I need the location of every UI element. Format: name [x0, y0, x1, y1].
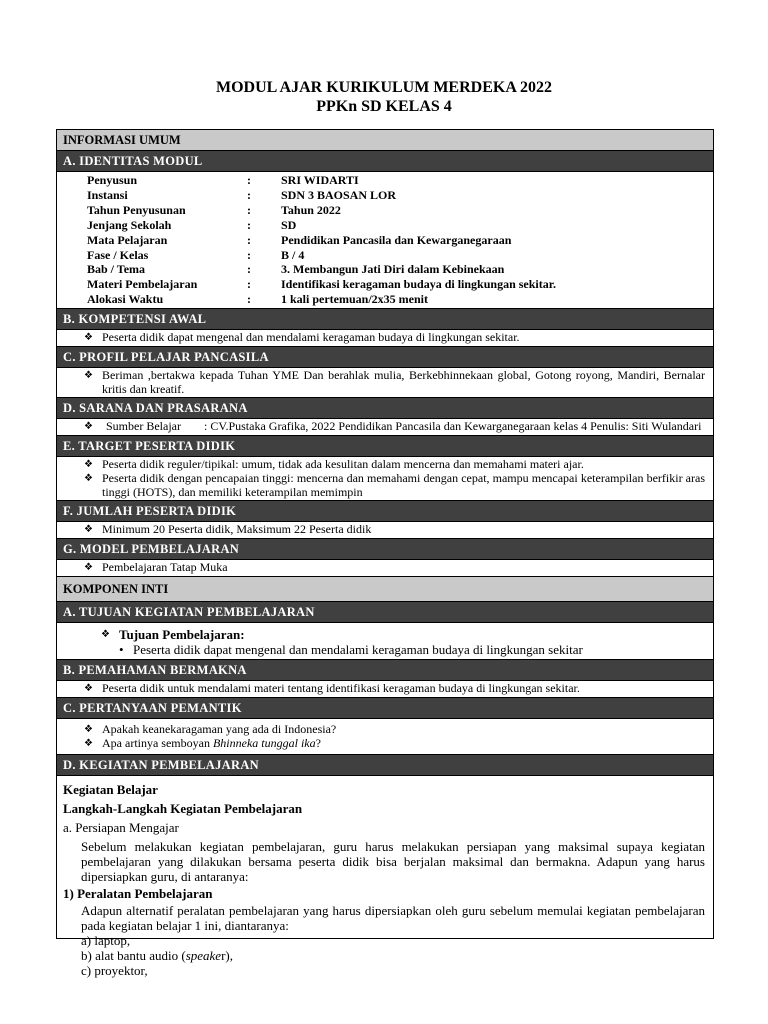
list-item: ❖ Peserta didik untuk mendalami materi tentang identifikasi keragaman budaya di lingkungan sekitar.: [84, 681, 580, 696]
heading-sarana-prasarana: D. SARANA DAN PRASARANA: [57, 398, 713, 419]
diamond-bullet-icon: ❖: [84, 562, 93, 574]
jumlah-content: [57, 522, 713, 539]
tujuan-subheading: ❖ Tujuan Pembelajaran:: [101, 627, 245, 643]
section-komponen-inti: KOMPONEN INTI: [57, 577, 713, 602]
langkah-heading: Langkah-Langkah Kegiatan Pembelajaran: [63, 801, 303, 817]
identitas-row: Mata Pelajaran : Pendidikan Pancasila dan Kewarganegaraan: [87, 232, 512, 247]
heading-target-peserta: E. TARGET PESERTA DIDIK: [57, 436, 713, 457]
list-item: ❖ Peserta didik reguler/tipikal: umum, tidak ada kesulitan dalam mencerna dan memahami materi ajar.: [84, 457, 584, 472]
identitas-row: Tahun Penyusunan : Tahun 2022: [87, 202, 341, 217]
identitas-row: Bab / Tema : 3. Membangun Jati Diri dalam Kebinekaan: [87, 262, 505, 277]
identitas-table: [57, 172, 713, 309]
list-item: b) alat bantu audio (speaker),: [81, 948, 233, 964]
diamond-bullet-icon: ❖: [101, 629, 110, 641]
profil-content: [57, 368, 713, 398]
diamond-bullet-icon: ❖: [84, 738, 93, 750]
persiapan-paragraph: Sebelum melakukan kegiatan pembelajaran, guru harus melakukan persiapan yang maksimal supaya kegiatan pembelajaran yang dilakukan bersama peserta didik bisa berjalan maksimal dan bermakna. Adapun yang harus dipersiapkan guru, di antaranya:: [81, 839, 705, 885]
bullet-dot-icon: •: [119, 642, 124, 658]
peralatan-paragraph: Adapun alternatif peralatan pembelajaran yang harus dipersiapkan oleh guru sebelum memulai kegiatan pembelajaran pada kegiatan belajar 1 ini, diantaranya:: [81, 903, 705, 934]
kompetensi-content: [57, 330, 713, 347]
peralatan-heading: 1) Peralatan Pembelajaran: [63, 886, 213, 902]
list-item: [84, 420, 705, 434]
heading-kegiatan-pembelajaran: D. KEGIATAN PEMBELAJARAN: [57, 755, 713, 776]
list-item: ❖ Pembelajaran Tatap Muka: [84, 560, 228, 575]
target-content: [57, 457, 713, 501]
heading-jumlah-peserta: F. JUMLAH PESERTA DIDIK: [57, 501, 713, 522]
tujuan-content: [57, 623, 713, 660]
identitas-row: Penyusun : SRI WIDARTI: [87, 173, 359, 187]
heading-model-pembelajaran: G. MODEL PEMBELAJARAN: [57, 539, 713, 560]
diamond-bullet-icon: ❖: [84, 524, 93, 536]
pemahaman-content: [57, 681, 713, 698]
list-item: ❖ Peserta didik dengan pencapaian tinggi: mencerna dan memahami dengan cepat, mampu mencapai keterampilan berfikir aras tinggi (HOTS), dan memiliki keterampilan memimpin: [84, 471, 705, 499]
identitas-row: Fase / Kelas : B / 4: [87, 247, 305, 262]
pertanyaan-content: [57, 719, 713, 755]
sarana-content: [57, 419, 713, 436]
heading-pertanyaan-pemantik: C. PERTANYAAN PEMANTIK: [57, 698, 713, 719]
list-item: ❖ Minimum 20 Peserta didik, Maksimum 22 Peserta didik: [84, 522, 372, 537]
diamond-bullet-icon: ❖: [84, 459, 93, 471]
kegiatan-belajar-heading: Kegiatan Belajar: [63, 782, 158, 798]
list-item: ❖ Beriman ,bertakwa kepada Tuhan YME Dan berahlak mulia, Berkebhinnekaan global, Gotong royong, Mandiri, Bernalar kritis dan kreatif.: [84, 368, 705, 396]
list-item: ❖ Apa artinya semboyan Bhinneka tunggal ika?: [84, 736, 321, 751]
title-line-2: PPKn SD KELAS 4: [316, 98, 452, 115]
list-item: ❖ Peserta didik dapat mengenal dan mendalami keragaman budaya di lingkungan sekitar.: [84, 330, 520, 345]
section-informasi-umum: INFORMASI UMUM: [57, 130, 713, 151]
sumber-belajar-value: : CV.Pustaka Grafika, 2022 Pendidikan Pancasila dan Kewarganegaraan kelas 4 Penulis: Siti Wulandari: [204, 419, 702, 434]
title-line-1: MODUL AJAR KURIKULUM MERDEKA 2022: [215, 79, 552, 96]
kegiatan-content: [57, 776, 713, 978]
heading-kompetensi-awal: B. KOMPETENSI AWAL: [57, 309, 713, 330]
identitas-row: Materi Pembelajaran : Identifikasi keragaman budaya di lingkungan sekitar.: [87, 277, 556, 292]
persiapan-heading: a. Persiapan Mengajar: [63, 820, 179, 836]
diamond-bullet-icon: ❖: [84, 332, 93, 344]
diamond-bullet-icon: ❖: [84, 724, 93, 736]
identitas-row: Instansi : SDN 3 BAOSAN LOR: [87, 187, 397, 202]
identitas-row: Alokasi Waktu : 1 kali pertemuan/2x35 menit: [87, 292, 428, 307]
diamond-bullet-icon: ❖: [84, 683, 93, 695]
identitas-row: Jenjang Sekolah : SD: [87, 217, 297, 232]
list-item: • Peserta didik dapat mengenal dan mendalami keragaman budaya di lingkungan sekitar: [119, 642, 583, 658]
diamond-bullet-icon: ❖: [84, 370, 93, 382]
heading-profil-pelajar: C. PROFIL PELAJAR PANCASILA: [57, 347, 713, 368]
heading-pemahaman-bermakna: B. PEMAHAMAN BERMAKNA: [57, 660, 713, 681]
diamond-bullet-icon: ❖: [84, 473, 93, 485]
document-title: [0, 78, 768, 116]
diamond-bullet-icon: ❖: [84, 421, 93, 433]
heading-identitas-modul: A. IDENTITAS MODUL: [57, 151, 713, 172]
sumber-belajar-label: Sumber Belajar: [106, 419, 181, 434]
list-item: c) proyektor,: [81, 963, 148, 979]
module-table: [56, 129, 714, 979]
list-item: a) laptop,: [81, 933, 131, 949]
heading-tujuan-kegiatan: A. TUJUAN KEGIATAN PEMBELAJARAN: [57, 602, 713, 623]
model-content: [57, 560, 713, 577]
list-item: ❖ Apakah keanekaragaman yang ada di Indonesia?: [84, 722, 337, 737]
